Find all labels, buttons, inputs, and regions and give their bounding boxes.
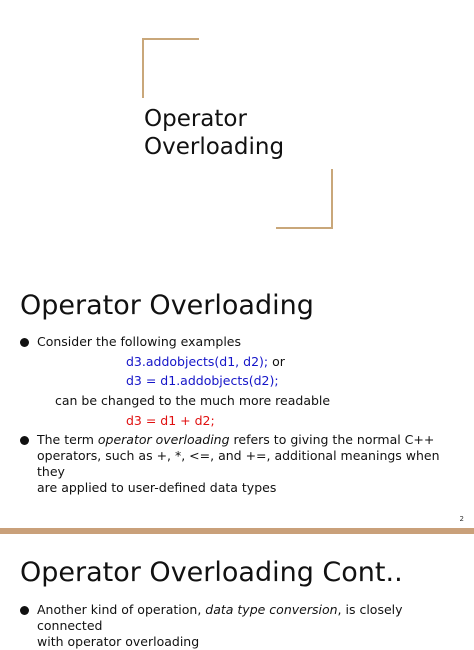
title-slide-heading: Operator Overloading [144, 106, 285, 160]
page-number: 2 [459, 515, 464, 523]
bullet-text-pre: The term [37, 432, 98, 447]
bullet-text-post: refers to giving the normal C++ [229, 432, 435, 447]
slide-title: Operator Overloading Cont.. [20, 557, 403, 588]
bullet-text-post: , is closely connected [37, 602, 403, 633]
bullet-dot-icon [20, 338, 29, 347]
code-example-1: d3.addobjects(d1, d2); [126, 354, 269, 369]
bullet-text-emphasis: operator overloading [97, 432, 230, 447]
corner-bracket-bottom-right [276, 169, 333, 229]
bullet-text-line-2: with operator overloading [37, 634, 200, 649]
code-example-1-line [126, 354, 285, 370]
bullet-text-pre: Another kind of operation, [37, 602, 206, 617]
title-slide [0, 0, 474, 262]
slide-operator-overloading [0, 262, 474, 528]
slide-operator-overloading-cont [0, 534, 474, 649]
corner-bracket-top-left [142, 38, 199, 98]
bullet-text [37, 432, 457, 496]
changed-text: can be changed to the much more readable [55, 393, 331, 408]
bullet-text-line-3: are applied to user-defined data types [37, 480, 277, 495]
bullet-text [37, 602, 457, 650]
bullet-text: Consider the following examples [37, 334, 241, 349]
bullet-dot-icon [20, 436, 29, 445]
bullet-dot-icon [20, 606, 29, 615]
bullet-text-line-2: operators, such as +, *, <=, and +=, additional meanings when they [37, 448, 440, 479]
code-example-2: d3 = d1.addobjects(d2); [126, 373, 279, 388]
slide-title: Operator Overloading [20, 290, 314, 321]
bullet-text-emphasis: data type conversion [205, 602, 338, 617]
code-example-1-suffix: or [268, 354, 285, 369]
code-example-3: d3 = d1 + d2; [126, 413, 215, 428]
